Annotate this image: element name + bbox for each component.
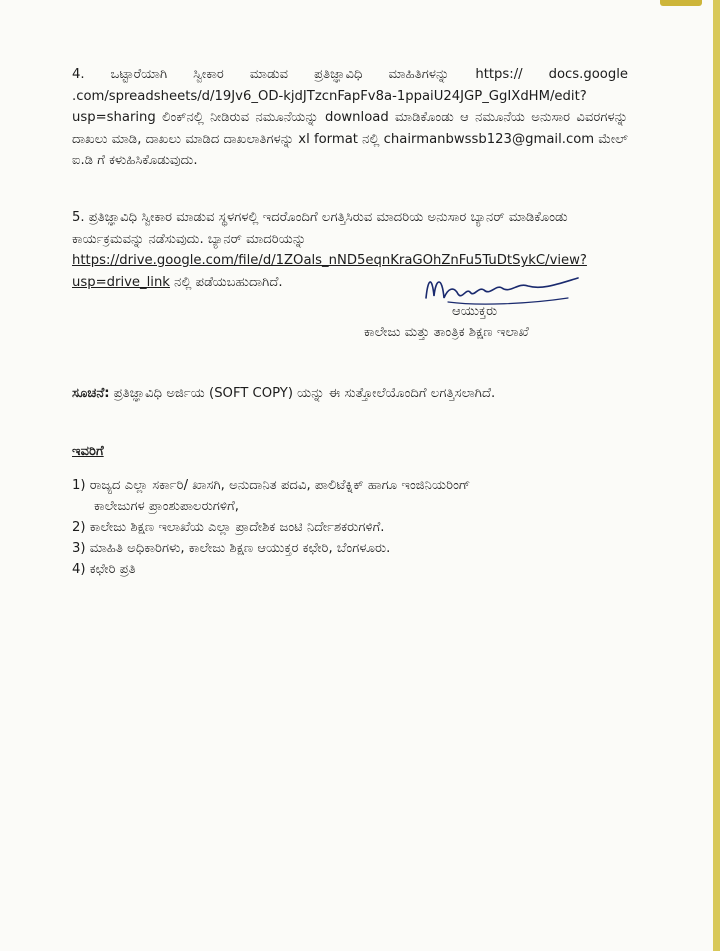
signature [418, 268, 588, 320]
paragraph-4: 4. ಒಟ್ಟಾರೆಯಾಗಿ ಸ್ವೀಕಾರ ಮಾಡುವ ಪ್ರತಿಜ್ಞಾವಿಧಿ ಮಾಹಿತಿಗಳನ್ನು https:// docs.google .com/spreadsheets/d/19Jv6_OD-kjdJTzcnFapFv8a-1ppaiU24JGP_GgIXdHM/edit?usp=sharing ಲಿಂಕ್‌ನಲ್ಲಿ ನೀಡಿರುವ ನಮೂನೆಯನ್ನು download ಮಾಡಿಕೊಂಡು ಆ ನಮೂನೆಯ ಅನುಸಾರ ವಿವರಗಳನ್ನು ದಾಖಲು ಮಾಡಿ, ದಾಖಲು ಮಾಡಿದ ದಾಖಲಾತಿಗಳನ್ನು xl format ನಲ್ಲಿ chairmanbwssb123@gmail.com ಮೇಲ್ ಐ.ಡಿ ಗೆ ಕಳುಹಿಸಿಕೊಡುವುದು. [72, 67, 628, 168]
note-label: ಸೂಚನೆ: [72, 386, 110, 401]
list-item: 1) ರಾಜ್ಯದ ಎಲ್ಲಾ ಸರ್ಕಾರಿ/ ಖಾಸಗಿ, ಅನುದಾನಿತ ಪದವಿ, ಪಾಲಿಟೆಕ್ನಿಕ್ ಹಾಗೂ ಇಂಜಿನಿಯರಿಂಗ್ ಕಾಲೇಜುಗಳ ಪ್ರಾಂಶುಪಾಲರುಗಳಿಗೆ, [72, 478, 471, 514]
paragraph-5-tail: ನಲ್ಲಿ ಪಡೆಯಬಹುದಾಗಿದೆ. [169, 274, 283, 290]
list-item: 3) ಮಾಹಿತಿ ಅಧಿಕಾರಿಗಳು, ಕಾಲೇಜು ಶಿಕ್ಷಣ ಆಯುಕ್ತರ ಕಛೇರಿ, ಬೆಂಗಳೂರು. [72, 541, 391, 556]
list-item: 4) ಕಛೇರಿ ಪ್ರತಿ [72, 562, 136, 577]
note [72, 386, 632, 401]
signatory-title: ಆಯುಕ್ತರು [452, 304, 498, 319]
note-text: ಪ್ರತಿಜ್ಞಾವಿಧಿ ಅರ್ಜಿಯ (SOFT COPY) ಯನ್ನು ಈ ಸುತ್ತೋಲೆಯೊಂದಿಗೆ ಲಗತ್ತಿಸಲಾಗಿದೆ. [109, 386, 496, 401]
list-item: 2) ಕಾಲೇಜು ಶಿಕ್ಷಣ ಇಲಾಖೆಯ ಎಲ್ಲಾ ಪ್ರಾದೇಶಿಕ ಜಂಟಿ ನಿರ್ದೇಶಕರುಗಳಿಗೆ. [72, 520, 385, 535]
paragraph-5-text: 5. ಪ್ರತಿಜ್ಞಾವಿಧಿ ಸ್ವೀಕಾರ ಮಾಡುವ ಸ್ಥಳಗಳಲ್ಲಿ ಇದರೊಂದಿಗೆ ಲಗತ್ತಿಸಿರುವ ಮಾದರಿಯ ಅನುಸಾರ ಬ್ಯಾನರ್ ಮಾಡಿಕೊಂಡು ಕಾರ್ಯಕ್ರಮವನ್ನು ನಡೆಸುವುದು. ಬ್ಯಾನರ್ ಮಾದರಿಯನ್ನು [72, 210, 568, 247]
signatory-department: ಕಾಲೇಜು ಮತ್ತು ತಾಂತ್ರಿಕ ಶಿಕ್ಷಣ ಇಲಾಖೆ [364, 325, 529, 340]
page-edge [713, 0, 720, 951]
recipients-heading: ಇವರಿಗೆ [72, 444, 104, 459]
recipients-list [72, 475, 652, 580]
drive-link[interactable]: https://drive.google.com/file/d/1ZOals_nND5eqnKraGOhZnFu5TuDtSykC/view?usp=drive_link [72, 253, 587, 290]
